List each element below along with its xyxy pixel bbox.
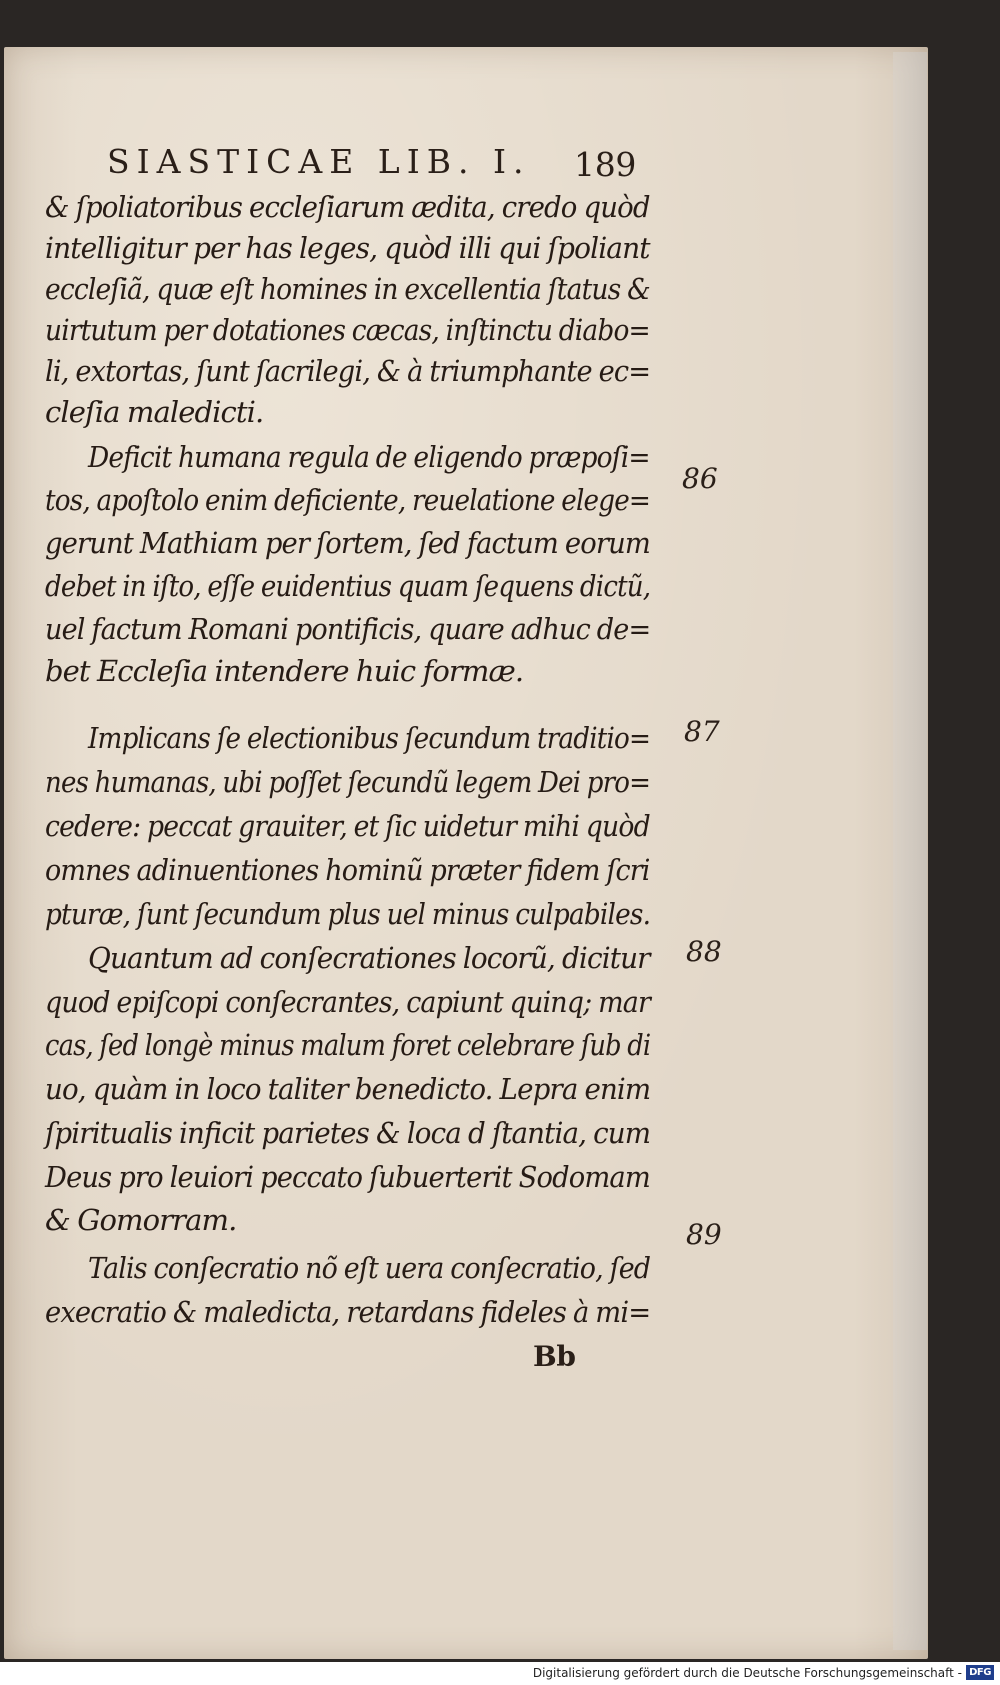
- text-line: uo, quàm in loco taliter benedicto. Lepra enim: [45, 1072, 651, 1106]
- text-line: Talis conſecratio nõ eſt uera conſecratio, ſed: [88, 1251, 651, 1285]
- signature-mark: Bb: [533, 1340, 576, 1373]
- text-line: Implicans ſe electionibus ſecundum traditio=: [88, 721, 651, 755]
- text-line: bet Eccleſia intendere huic formæ.: [45, 654, 524, 688]
- text-line: uel factum Romani pontificis, quare adhuc de=: [45, 612, 651, 646]
- text-line: cas, ſed longè minus malum foret celebrare ſub di: [45, 1028, 651, 1062]
- margin-note: 88: [686, 935, 722, 968]
- page-number: 189: [574, 145, 637, 184]
- margin-note: 86: [682, 462, 718, 495]
- text-line: quod epiſcopi conſecrantes, capiunt quinq; mar: [45, 985, 651, 1019]
- text-line: li, extortas, ſunt ſacrilegi, & à triumphante ec=: [45, 354, 651, 388]
- text-line: gerunt Mathiam per ſortem, ſed factum eorum: [45, 526, 650, 560]
- text-line: pturæ, ſunt ſecundum plus uel minus culpabiles.: [45, 897, 651, 931]
- text-line: tos, apoſtolo enim deficiente, reuelatione elege=: [45, 483, 651, 517]
- margin-note: 87: [684, 715, 720, 748]
- text-line: eccleſiã, quæ eſt homines in excellentia ſtatus &: [45, 272, 650, 306]
- text-line: Quantum ad conſecrationes locorũ, dicitur: [88, 941, 650, 975]
- text-line: & Gomorram.: [45, 1203, 237, 1237]
- text-line: & ſpoliatoribus eccleſiarum ædita, credo quòd: [45, 190, 650, 224]
- text-line: debet in iſto, eſſe euidentius quam ſequens dictũ,: [45, 569, 651, 603]
- text-line: cedere: peccat grauiter, et ſic uidetur mihi quòd: [45, 809, 650, 843]
- text-line: uirtutum per dotationes cæcas, inſtinctu diabo=: [45, 313, 650, 347]
- text-line: omnes adinuentiones hominũ præter fidem ſcri: [45, 853, 650, 887]
- text-line: execratio & maledicta, retardans fideles à mi=: [45, 1295, 651, 1329]
- margin-note: 89: [686, 1218, 722, 1251]
- dfg-logo: DFG: [966, 1665, 994, 1680]
- text-line: intelligitur per has leges, quòd illi qui ſpoliant: [45, 231, 650, 265]
- page-edge-strip: [893, 52, 927, 1650]
- footer-credit: Digitalisierung gefördert durch die Deutsche Forschungsgemeinschaft -: [532, 1666, 962, 1680]
- running-head: SIASTICAE LIB. I.: [107, 142, 531, 181]
- text-line: Deficit humana regula de eligendo præpoſi=: [88, 440, 650, 474]
- text-line: Deus pro leuiori peccato ſubuerterit Sodomam: [45, 1160, 650, 1194]
- text-line: nes humanas, ubi poſſet ſecundũ legem Dei pro=: [45, 765, 651, 799]
- text-line: ſpiritualis inficit parietes & loca d ſtantia, cum: [45, 1116, 651, 1150]
- text-line: cleſia maledicti.: [45, 395, 264, 429]
